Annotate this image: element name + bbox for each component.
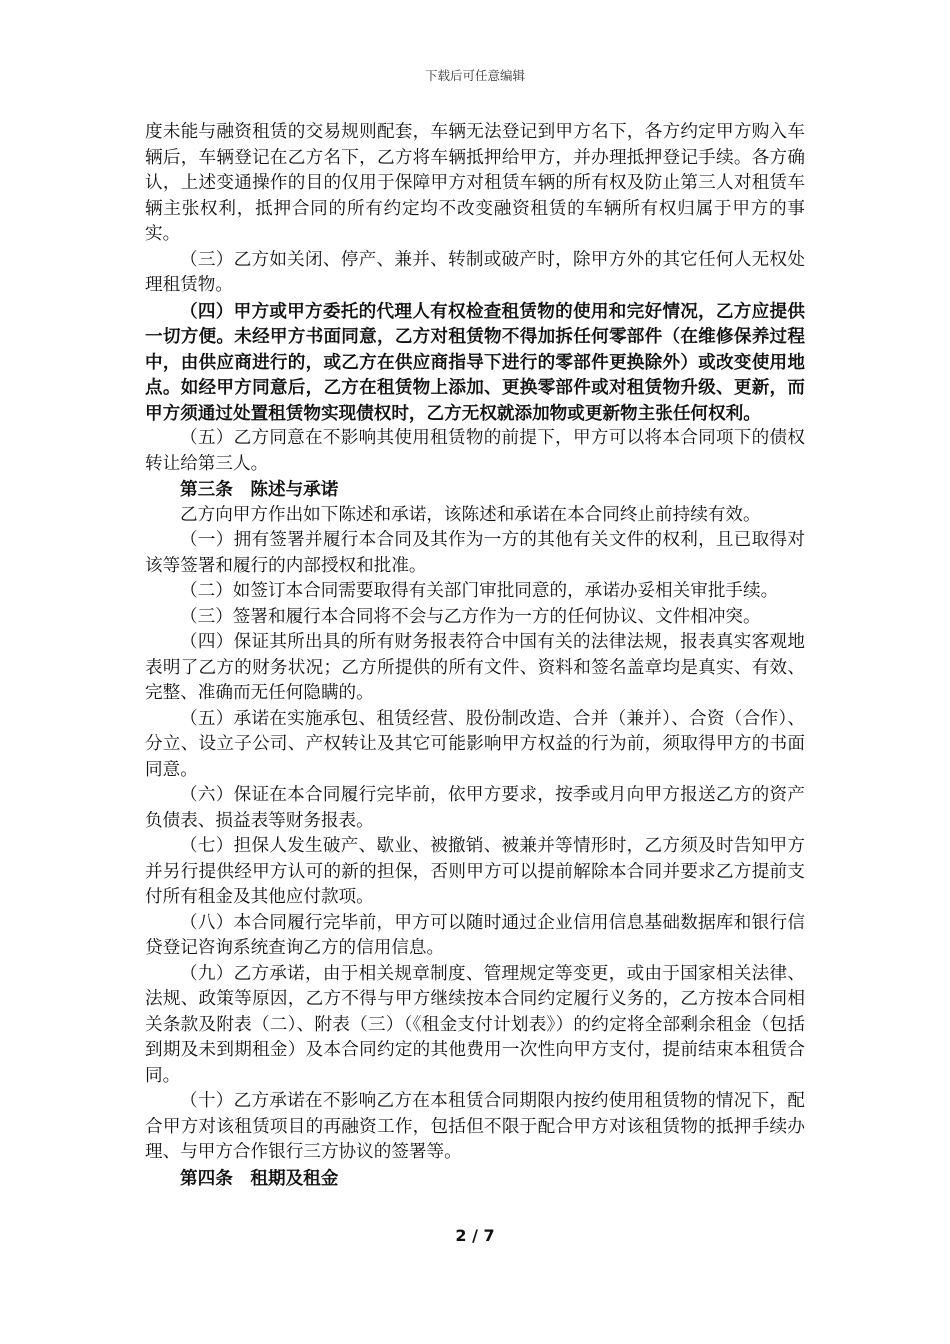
- page-number: 2 / 7: [455, 1226, 495, 1245]
- paragraph-clause-5: （五）乙方同意在不影响其使用租赁物的前提下，甲方可以将本合同项下的债权转让给第三人。: [145, 428, 805, 474]
- paragraph-item-5: （五）承诺在实施承包、租赁经营、股份制改造、合并（兼并）、合资（合作）、分立、设立子公司、产权转让及其它可能影响甲方权益的行为前，须取得甲方的书面同意。: [145, 708, 805, 780]
- paragraph-item-1: （一）拥有签署并履行本合同及其作为一方的其他有关文件的权利，且已取得对该等签署和履行的内部授权和批准。: [145, 530, 805, 576]
- page-header: 下载后可任意编辑: [424, 68, 525, 83]
- paragraph-continuation: 度未能与融资租赁的交易规则配套，车辆无法登记到甲方名下，各方约定甲方购入车辆后，车辆登记在乙方名下，乙方将车辆抵押给甲方，并办理抵押登记手续。各方确认，上述变通操作的目的仅用于保障甲方对租赁车辆的所有权及防止第三人对租赁车辆主张权利，抵押合同的所有约定均不改变融资租赁的车辆所有权归属于甲方的事实。: [145, 122, 805, 244]
- paragraph-item-7: （七）担保人发生破产、歇业、被撤销、被兼并等情形时，乙方须及时告知甲方并另行提供经甲方认可的新的担保，否则甲方可以提前解除本合同并要求乙方提前支付所有租金及其他应付款项。: [145, 836, 805, 907]
- document-body: [145, 120, 805, 1191]
- paragraph-item-6: （六）保证在本合同履行完毕前，依甲方要求，按季或月向甲方报送乙方的资产负债表、损益表等财务报表。: [145, 785, 805, 831]
- paragraph-item-10: （十）乙方承诺在不影响乙方在本租赁合同期限内按约使用租赁物的情况下，配合甲方对该租赁项目的再融资工作，包括但不限于配合甲方对该租赁物的抵押手续办理、与甲方合作银行三方协议的签署等。: [145, 1091, 805, 1162]
- paragraph-clause-4-bold: （四）甲方或甲方委托的代理人有权检查租赁物的使用和完好情况，乙方应提供一切方便。未经甲方书面同意，乙方对租赁物不得加拆任何零部件（在维修保养过程中，由供应商进行的，或乙方在供应商指导下进行的零部件更换除外）或改变使用地点。如经甲方同意后，乙方在租赁物上添加、更换零部件或对租赁物升级、更新，而甲方须通过处置租赁物实现债权时，乙方无权就添加物或更新物主张任何权利。: [145, 300, 805, 424]
- paragraph-item-4: （四）保证其所出具的所有财务报表符合中国有关的法律法规，报表真实客观地表明了乙方的财务状况；乙方所提供的所有文件、资料和签名盖章均是真实、有效、完整、准确而无任何隐瞒的。: [145, 632, 805, 703]
- paragraph-item-9: （九）乙方承诺，由于相关规章制度、管理规定等变更，或由于国家相关法律、法规、政策等原因，乙方不得与甲方继续按本合同约定履行义务的，乙方按本合同相关条款及附表（二）、附表（三）（《租金支付计划表》）的约定将全部剩余租金（包括到期及未到期租金）及本合同约定的其他费用一次性向甲方支付，提前结束本租赁合同。: [145, 963, 805, 1086]
- paragraph-clause-3: （三）乙方如关闭、停产、兼并、转制或破产时，除甲方外的其它任何人无权处理租赁物。: [145, 249, 805, 295]
- paragraph-item-2: （二）如签订本合同需要取得有关部门审批同意的，承诺办妥相关审批手续。: [180, 581, 779, 601]
- paragraph-item-3: （三）签署和履行本合同将不会与乙方作为一方的任何协议、文件相冲突。: [180, 606, 761, 627]
- paragraph-article-3-intro: 乙方向甲方作出如下陈述和承诺，该陈述和承诺在本合同终止前持续有效。: [180, 504, 761, 525]
- paragraph-item-8: （八）本合同履行完毕前，甲方可以随时通过企业信用信息基础数据库和银行信贷登记咨询系统查询乙方的信用信息。: [145, 912, 805, 958]
- section-heading-article-3: 第三条 陈述与承诺: [180, 479, 339, 500]
- section-heading-article-4: 第四条 租期及租金: [180, 1167, 339, 1189]
